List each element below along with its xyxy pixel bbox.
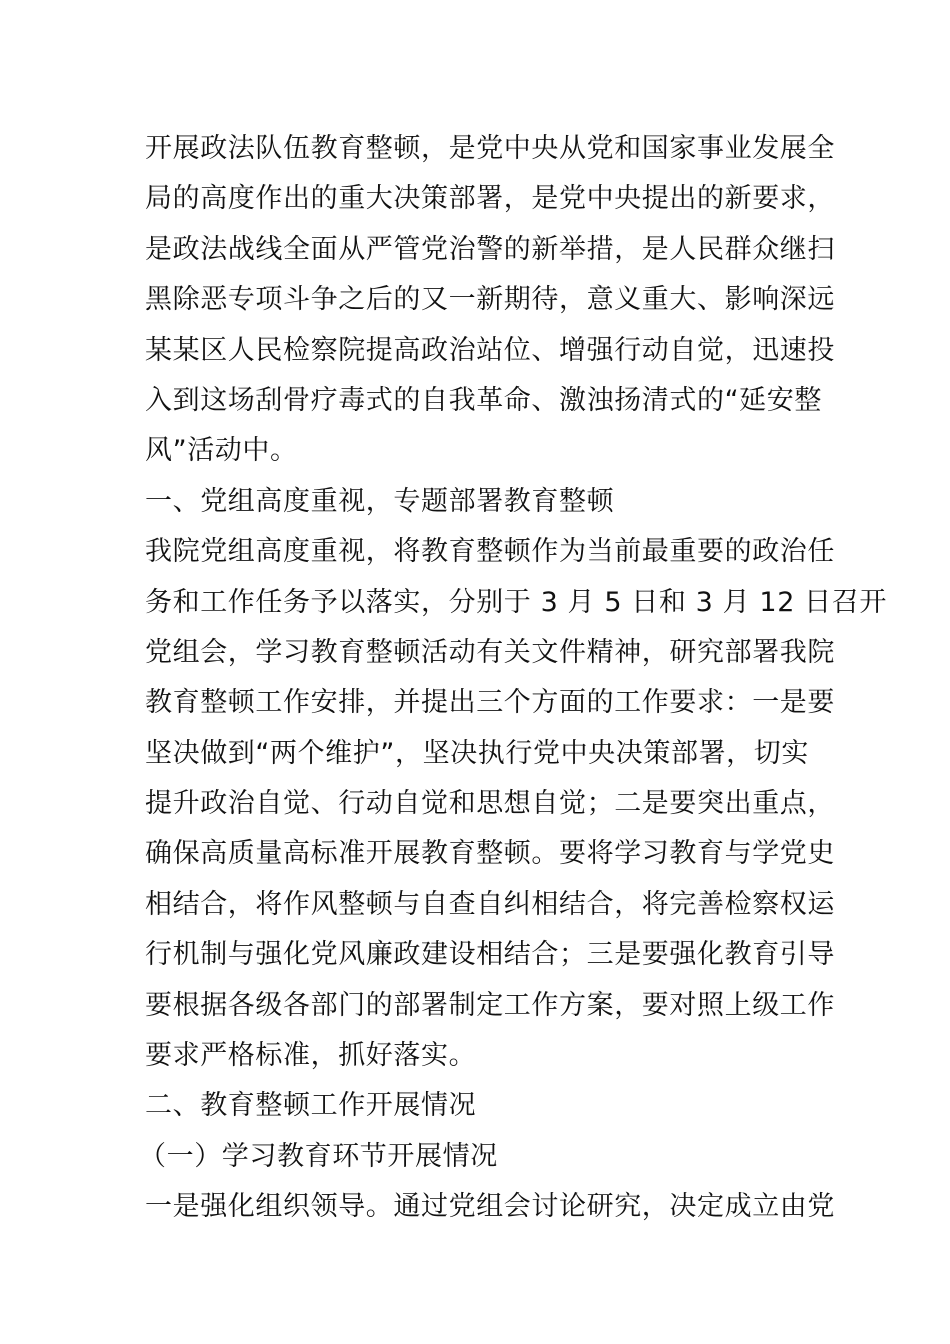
paragraph-line: 局的高度作出的重大决策部署，是党中央提出的新要求， bbox=[145, 183, 835, 215]
document-body bbox=[139, 124, 887, 1233]
paragraph-line: 务和工作任务予以落实，分别于 3 月 5 日和 3 月 12 日召开 bbox=[145, 586, 887, 618]
paragraph-line: 是政法战线全面从严管党治警的新举措，是人民群众继扫 bbox=[145, 233, 835, 265]
paragraph-line: 某某区人民检察院提高政治站位、增强行动自觉，迅速投 bbox=[145, 334, 835, 366]
paragraph-line: 风”活动中。 bbox=[145, 435, 298, 467]
paragraph-line: 相结合，将作风整顿与自查自纠相结合，将完善检察权运 bbox=[145, 888, 835, 920]
paragraph-line: 要求严格标准，抓好落实。 bbox=[145, 1040, 477, 1072]
paragraph-line: 一是强化组织领导。通过党组会讨论研究，决定成立由党 bbox=[145, 1191, 835, 1223]
paragraph-line: 党组会，学习教育整顿活动有关文件精神，研究部署我院 bbox=[145, 636, 835, 668]
paragraph-line: 黑除恶专项斗争之后的又一新期待，意义重大、影响深远 bbox=[145, 284, 835, 316]
paragraph-line: 教育整顿工作安排，并提出三个方面的工作要求：一是要 bbox=[145, 687, 835, 719]
paragraph-line: 开展政法队伍教育整顿，是党中央从党和国家事业发展全 bbox=[145, 133, 835, 164]
paragraph-line: 坚决做到“两个维护”，坚决执行党中央决策部署，切实 bbox=[145, 737, 809, 769]
paragraph-line: 要根据各级各部门的部署制定工作方案，要对照上级工作 bbox=[145, 989, 835, 1021]
paragraph-line: 入到这场刮骨疗毒式的自我革命、激浊扬清式的“延安整 bbox=[145, 384, 822, 416]
subsection-heading: （一）学习教育环节开展情况 bbox=[139, 1140, 498, 1172]
paragraph-line: 确保高质量高标准开展教育整顿。要将学习教育与学党史 bbox=[145, 838, 835, 870]
paragraph-line: 我院党组高度重视，将教育整顿作为当前最重要的政治任 bbox=[145, 536, 835, 568]
paragraph-line: 提升政治自觉、行动自觉和思想自觉；二是要突出重点， bbox=[145, 788, 835, 820]
section-heading: 一、党组高度重视，专题部署教育整顿 bbox=[145, 485, 615, 517]
paragraph-line: 行机制与强化党风廉政建设相结合；三是要强化教育引导 bbox=[145, 939, 835, 971]
section-heading: 二、教育整顿工作开展情况 bbox=[145, 1090, 477, 1122]
